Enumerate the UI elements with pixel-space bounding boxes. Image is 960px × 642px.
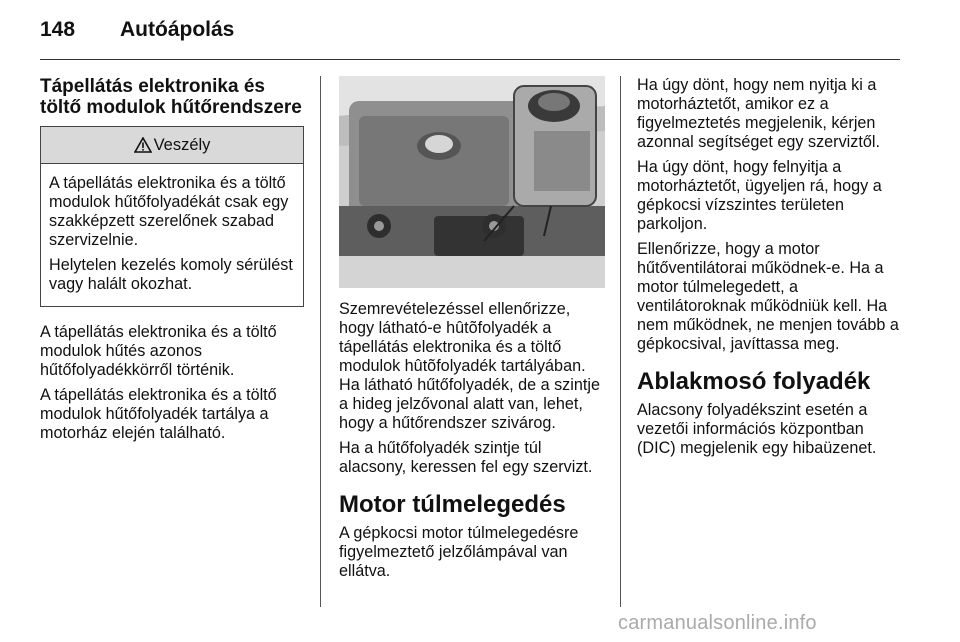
body-paragraph: Ha úgy dönt, hogy nem nyitja ki a motorháztetőt, amikor ez a figyelmeztetés megjelenik, kérjen azonnal segítséget egy szerviztől. [637, 76, 880, 151]
danger-box-title: Veszély [153, 135, 211, 154]
page-number: 148 [40, 18, 76, 41]
subsection-heading: Tápellátás elektronika és töltő modulok hűtőrendszere [40, 76, 302, 118]
column-left [40, 76, 304, 449]
danger-box-header [41, 127, 303, 164]
section-title: Autóápolás [120, 18, 235, 41]
danger-text: A tápellátás elektronika és a töltő modulok hűtőfolyadékát csak egy szakképzett szerelőnek szabad szervizelnie. [49, 174, 289, 249]
warning-triangle-icon [134, 137, 152, 153]
body-paragraph: Szemrevételezéssel ellenőrizze, hogy látható-e hûtõfolyadék a tápellátás elektronika és a töltő modulok hûtõfolyadék tartályában. Ha látható hűtőfolyadék, de a szintje a hideg jelzővonal alatt van, lehet, hogy a hűtőrendszer szivárog. [339, 300, 600, 432]
danger-box-body [41, 164, 303, 306]
body-paragraph: A gépkocsi motor túlmelegedésre figyelmeztető jelzőlámpával van ellátva. [339, 524, 579, 580]
body-paragraph: A tápellátás elektronika és a töltő modulok hűtés azonos hűtőfolyadékkörről történik. [40, 323, 277, 379]
danger-text: Helytelen kezelés komoly sérülést vagy halált okozhat. [49, 256, 293, 293]
column-middle [339, 76, 605, 587]
column-divider [620, 76, 621, 607]
danger-box [40, 126, 304, 307]
section-heading: Motor túlmelegedés [339, 491, 566, 518]
body-paragraph: Ha a hűtőfolyadék szintje túl alacsony, keressen fel egy szervizt. [339, 439, 593, 476]
body-paragraph: Ha úgy dönt, hogy felnyitja a motorháztetőt, ügyeljen rá, hogy a gépkocsi vízszintes területen parkoljon. [637, 158, 882, 233]
coolant-reservoir-photo [339, 76, 605, 288]
body-paragraph: Ellenőrizze, hogy a motor hűtőventilátorai működnek-e. Ha a motor túlmelegedett, a ventilátoroknak működniük kell. Ha nem működnek, ne menjen tovább a gépkocsival, javíttassa meg. [637, 240, 899, 353]
body-paragraph: Alacsony folyadékszint esetén a vezetői információs központban (DIC) megjelenik egy hibaüzenet. [637, 401, 877, 457]
watermark: carmanualsonline.info [618, 612, 817, 634]
section-heading: Ablakmosó folyadék [637, 368, 871, 395]
column-right [637, 76, 905, 464]
header-divider [40, 59, 900, 60]
body-paragraph: A tápellátás elektronika és a töltő modulok hűtőfolyadék tartálya a motorház elején található. [40, 386, 277, 442]
column-divider [320, 76, 321, 607]
